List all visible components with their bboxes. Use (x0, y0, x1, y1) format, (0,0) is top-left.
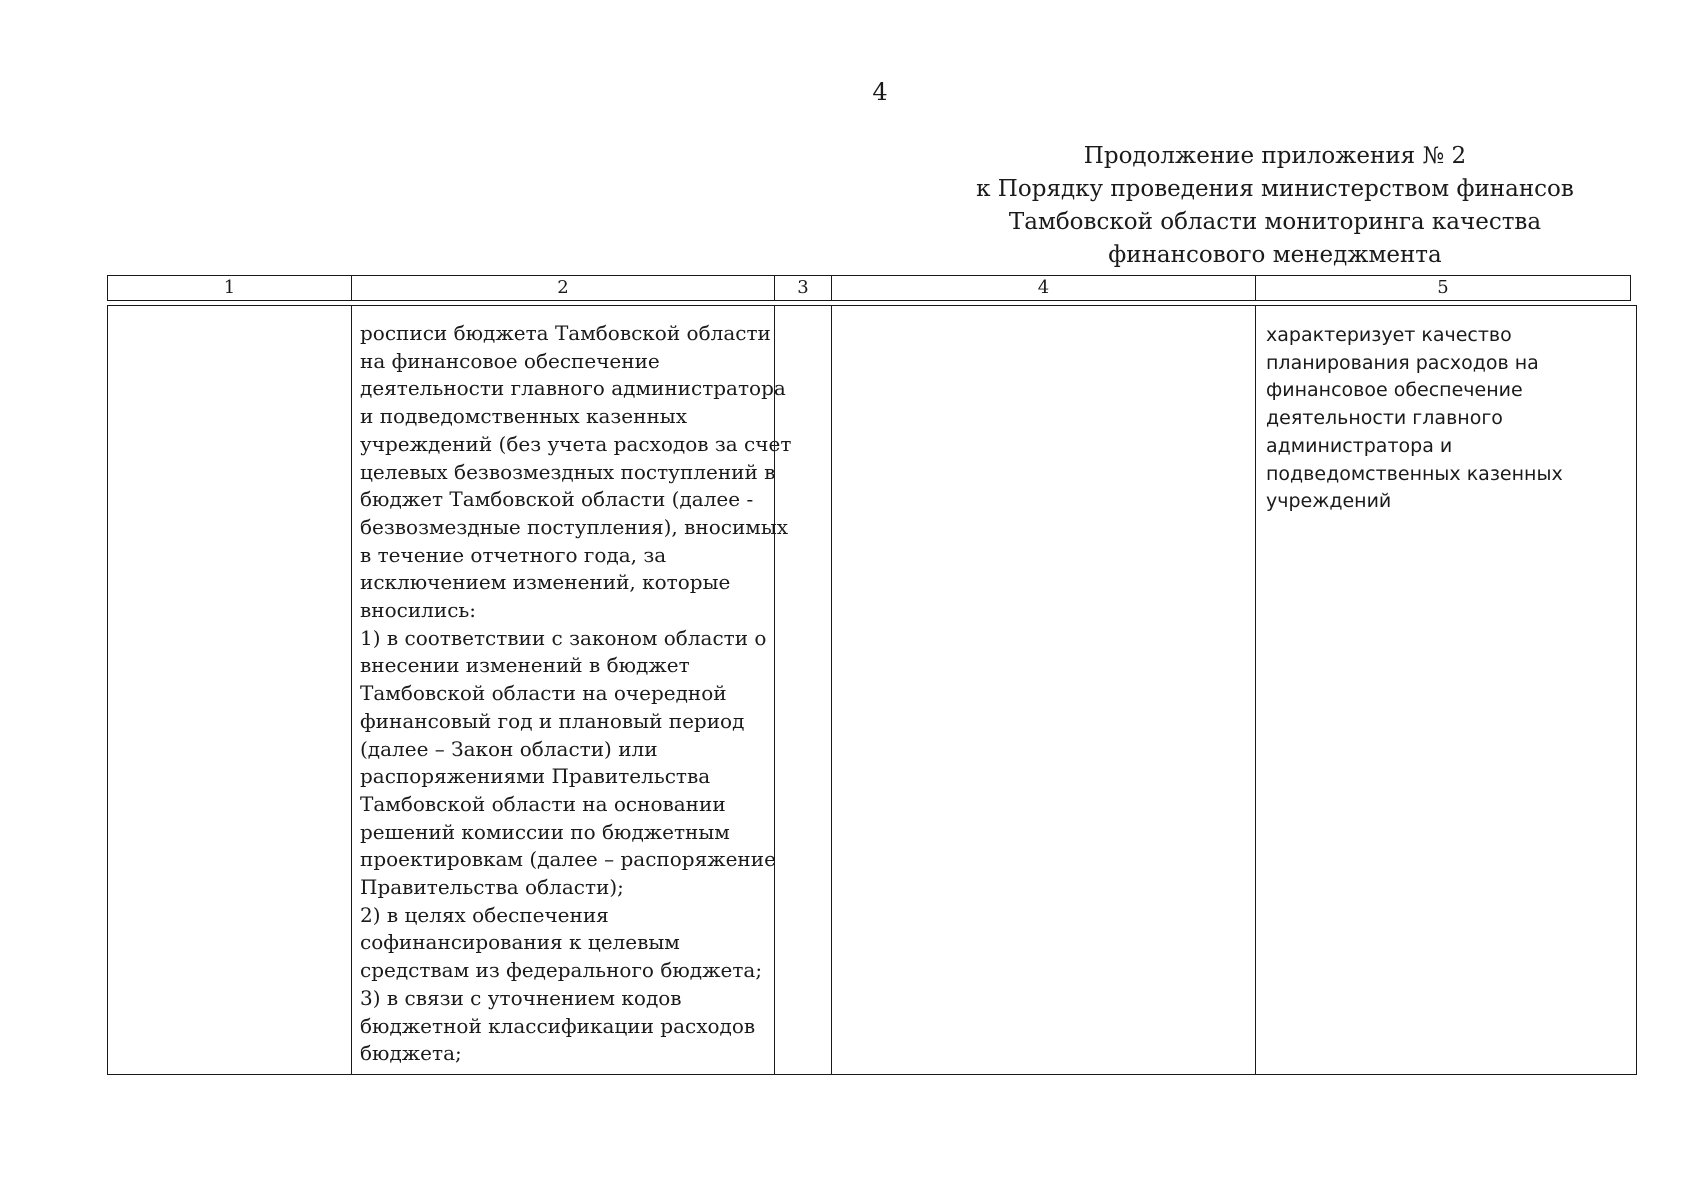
text-line: проектировкам (далее – распоряжение (360, 847, 776, 872)
text-line: учреждений (1266, 490, 1392, 513)
appendix-header-line: к Порядку проведения министерством финансов (976, 176, 1574, 202)
text-line: 2) в целях обеспечения (360, 902, 609, 927)
text-line: планирования расходов на (1266, 351, 1539, 374)
text-line: деятельности главного администратора (360, 376, 786, 401)
text-line: 1) в соответствии с законом области о (360, 625, 767, 650)
text-line: (далее – Закон области) или (360, 736, 658, 761)
table-cell-col4 (832, 306, 1256, 1074)
text-line: подведомственных казенных (1266, 462, 1563, 485)
page-number: 4 (872, 78, 888, 106)
text-line: 3) в связи с уточнением кодов (360, 985, 682, 1010)
text-line: исключением изменений, которые (360, 570, 731, 595)
text-line: администратора и (1266, 434, 1453, 457)
text-line: бюджетной классификации расходов (360, 1013, 756, 1038)
column-number-1: 1 (108, 276, 352, 300)
text-line: безвозмездные поступления), вносимых (360, 514, 789, 539)
text-line: деятельности главного (1266, 407, 1503, 430)
text-line: бюджета; (360, 1041, 462, 1066)
appendix-header-line: финансового менеджмента (1108, 242, 1442, 268)
column-number-4: 4 (832, 276, 1256, 300)
text-line: Правительства области); (360, 875, 624, 900)
text-line: внесении изменений в бюджет (360, 653, 690, 678)
table-row (107, 305, 1637, 1075)
text-line: финансовый год и плановый период (360, 708, 745, 733)
table-cell-col5 (1256, 306, 1636, 1074)
text-line: и подведомственных казенных (360, 404, 687, 429)
column-number-2: 2 (352, 276, 775, 300)
column-number-3: 3 (775, 276, 832, 300)
text-line: финансовое обеспечение (1266, 379, 1523, 402)
text-line: софинансирования к целевым (360, 930, 680, 955)
appendix-header (940, 140, 1610, 272)
text-line: Тамбовской области на очередной (360, 681, 727, 706)
indicator-characteristic (1264, 320, 1630, 516)
text-line: целевых безвозмездных поступлений в (360, 459, 776, 484)
text-line: характеризует качество (1266, 324, 1512, 346)
text-line: бюджет Тамбовской области (далее - (360, 487, 754, 512)
table-cell-col1 (108, 306, 352, 1074)
appendix-header-line: Продолжение приложения № 2 (1083, 143, 1467, 169)
text-line: росписи бюджета Тамбовской области (360, 321, 771, 345)
text-line: распоряжениями Правительства (360, 764, 711, 789)
table-cell-col3 (775, 306, 832, 1074)
column-number-row (107, 275, 1631, 301)
appendix-header-line: Тамбовской области мониторинга качества (1008, 209, 1542, 235)
column-number-5: 5 (1437, 277, 1449, 298)
text-line: средствам из федерального бюджета; (360, 958, 763, 983)
text-line: в течение отчетного года, за (360, 542, 667, 567)
text-line: Тамбовской области на основании (360, 791, 726, 816)
indicator-description (360, 320, 792, 1068)
text-line: вносились: (360, 598, 477, 623)
text-line: учреждений (без учета расходов за счет (360, 431, 792, 456)
table-cell-col2 (352, 306, 792, 1074)
text-line: решений комиссии по бюджетным (360, 819, 730, 844)
text-line: на финансовое обеспечение (360, 348, 660, 373)
